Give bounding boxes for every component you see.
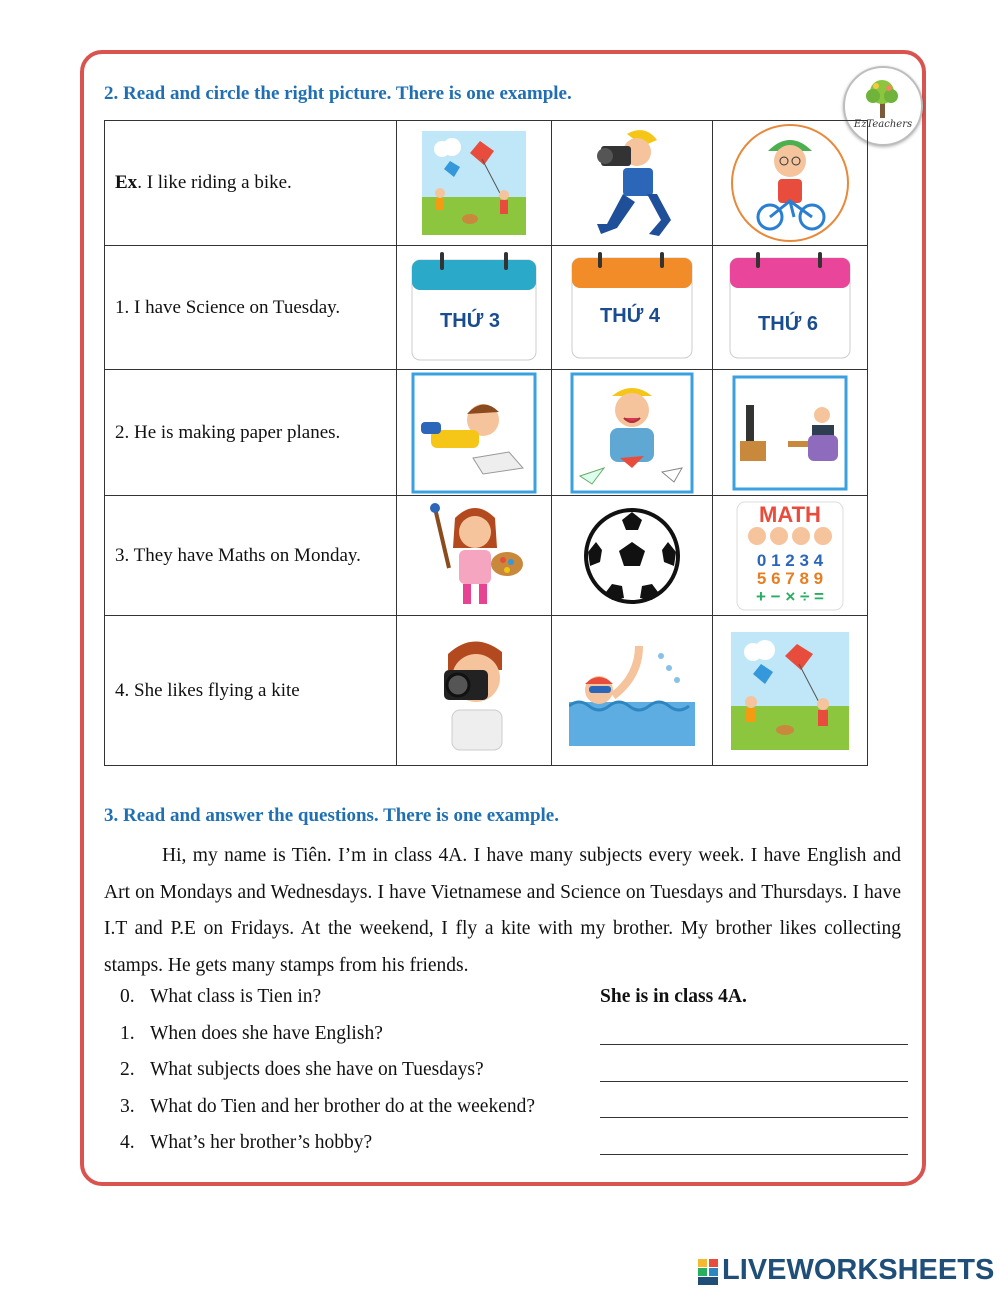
answer-input-3[interactable] bbox=[600, 1117, 908, 1118]
answer-0: She is in class 4A. bbox=[600, 986, 747, 1007]
section-3-heading: 3. Read and answer the questions. There is one example. bbox=[104, 805, 559, 826]
kite-park-picture[interactable] bbox=[713, 616, 868, 766]
math-title: MATH bbox=[759, 501, 821, 527]
calendar-label: THỨ 4 bbox=[600, 304, 660, 327]
passage-text: Hi, my name is Tiên. I’m in class 4A. I have many subjects every week. I have English and Art on Mondays and Wednesdays. I have Vietnamese and Science on Tuesdays and Thursdays. I have I.T and P.E on Fridays. At the weekend, I fly a kite with my brother. My brother likes collecting stamps. He gets many stamps from his friends. bbox=[104, 845, 901, 976]
table-row bbox=[105, 370, 868, 496]
boy-camera-picture[interactable] bbox=[397, 616, 552, 766]
answer-input-2[interactable] bbox=[600, 1081, 908, 1082]
table-row bbox=[105, 616, 868, 766]
answer-input-1[interactable] bbox=[600, 1044, 908, 1045]
girl-riding-bike-picture[interactable] bbox=[713, 121, 868, 246]
question-4: 4. What’s her brother’s hobby? bbox=[120, 1132, 373, 1153]
swimmer-picture[interactable] bbox=[552, 616, 713, 766]
question-0: 0. What class is Tien in? bbox=[120, 986, 322, 1007]
calendar-tuesday[interactable] bbox=[397, 246, 552, 370]
calendar-wednesday[interactable] bbox=[552, 246, 713, 370]
boy-reading-picture[interactable] bbox=[397, 370, 552, 496]
calendar-label: THỨ 6 bbox=[758, 312, 818, 335]
picture-table bbox=[104, 120, 868, 766]
row-label: 4. She likes flying a kite bbox=[105, 616, 397, 766]
photographer-picture[interactable] bbox=[552, 121, 713, 246]
table-row bbox=[105, 121, 868, 246]
table-row bbox=[105, 496, 868, 616]
row-label-text: . I like riding a bike. bbox=[137, 172, 292, 193]
row-label: 3. They have Maths on Monday. bbox=[105, 496, 397, 616]
svg-text:5 6 7 8 9: 5 6 7 8 9 bbox=[756, 568, 824, 588]
answer-input-4[interactable] bbox=[600, 1154, 908, 1155]
svg-text:+ − × ÷ =: + − × ÷ = bbox=[756, 586, 824, 606]
question-1: 1. When does she have English? bbox=[120, 1023, 383, 1044]
girl-painting-picture[interactable] bbox=[397, 496, 552, 616]
liveworksheets-logo-icon bbox=[698, 1259, 718, 1285]
row-label: 2. He is making paper planes. bbox=[105, 370, 397, 496]
math-picture[interactable] bbox=[713, 496, 868, 616]
logo-text: EzTeachers bbox=[853, 119, 913, 130]
svg-text:0 1 2 3 4: 0 1 2 3 4 bbox=[756, 550, 824, 570]
man-watching-tv-picture[interactable] bbox=[713, 370, 868, 496]
liveworksheets-brand: LIVEWORKSHEETS bbox=[722, 1254, 995, 1286]
question-3: 3. What do Tien and her brother do at the weekend? bbox=[120, 1096, 536, 1117]
question-2: 2. What subjects does she have on Tuesdays? bbox=[120, 1059, 484, 1080]
football-picture[interactable] bbox=[552, 496, 713, 616]
section-2-heading: 2. Read and circle the right picture. There is one example. bbox=[104, 83, 572, 104]
row-label-bold: Ex bbox=[115, 172, 138, 193]
table-row bbox=[105, 246, 868, 370]
reading-passage bbox=[104, 838, 901, 984]
calendar-label: THỨ 3 bbox=[440, 309, 500, 332]
boy-making-paper-planes-picture[interactable] bbox=[552, 370, 713, 496]
row-label: 1. I have Science on Tuesday. bbox=[105, 246, 397, 370]
row-label bbox=[105, 121, 397, 246]
calendar-friday[interactable] bbox=[713, 246, 868, 370]
kite-park-picture[interactable] bbox=[397, 121, 552, 246]
